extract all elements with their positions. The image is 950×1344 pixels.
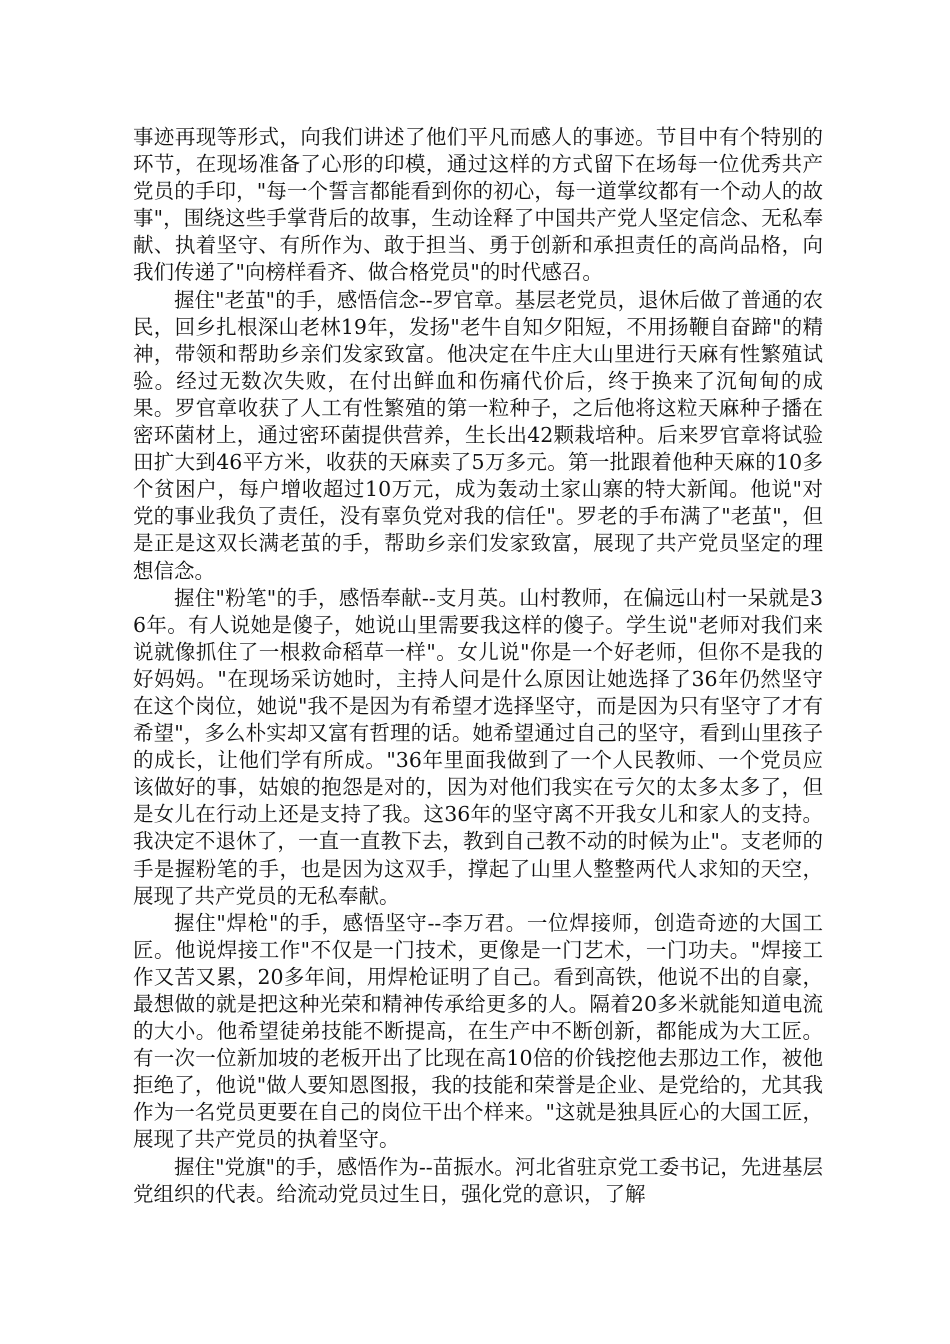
paragraph-intro-continuation: 事迹再现等形式，向我们讲述了他们平凡而感人的事迹。节目中有个特别的环节，在现场准备了心形的印模，通过这样的方式留下在场每一位优秀共产党员的手印，"每一个誓言都能看到你的初心，每一道掌纹都有一个动人的故事"，围绕这些手掌背后的故事，生动诠释了中国共产党人坚定信念、无私奉献、执着坚守、有所作为、敢于担当、勇于创新和承担责任的高尚品格，向我们传递了"向榜样看齐、做合格党员"的时代感召。 (133, 125, 823, 285)
paragraph-li-wanjun: 握住"焊枪"的手，感悟坚守--李万君。一位焊接师，创造奇迹的大国工匠。他说焊接工作"不仅是一门技术，更像是一门艺术，一门功夫。"焊接工作又苦又累，20多年间，用焊枪证明了自己。看到高铁，他说不出的自豪，最想做的就是把这种光荣和精神传承给更多的人。隔着20多米就能知道电流的大小。他希望徒弟技能不断提高，在生产中不断创新，都能成为大工匠。有一次一位新加坡的老板开出了比现在高10倍的价钱挖他去那边工作，被他拒绝了，他说"做人要知恩图报，我的技能和荣誉是企业、是党给的，尤其我作为一名党员更要在自己的岗位干出个样来。"这就是独具匠心的大国工匠，展现了共产党员的执着坚守。 (133, 910, 823, 1152)
paragraph-luo-guanzhang: 握住"老茧"的手，感悟信念--罗官章。基层老党员，退休后做了普通的农民，回乡扎根深山老林19年，发扬"老牛自知夕阳短，不用扬鞭自奋蹄"的精神，带领和帮助乡亲们发家致富。他决定在牛庄大山里进行天麻有性繁殖试验。经过无数次失败，在付出鲜血和伤痛代价后，终于换来了沉甸甸的成果。罗官章收获了人工有性繁殖的第一粒种子，之后他将这粒天麻种子播在密环菌材上，通过密环菌提供营养，生长出42颗栽培种。后来罗官章将试验田扩大到46平方米，收获的天麻卖了5万多元。第一批跟着他种天麻的10多个贫困户，每户增收超过10万元，成为轰动土家山寨的特大新闻。他说"对党的事业我负了责任，没有辜负党对我的信任"。罗老的手布满了"老茧"，但是正是这双长满老茧的手，帮助乡亲们发家致富，展现了共产党员坚定的理想信念。 (133, 287, 823, 583)
paragraph-zhi-yueying: 握住"粉笔"的手，感悟奉献--支月英。山村教师，在偏远山村一呆就是36年。有人说她是傻子，她说山里需要我这样的傻子。学生说"老师对我们来说就像抓住了一根救命稻草一样"。女儿说"你是一个好老师，但你不是我的好妈妈。"在现场采访她时，主持人问是什么原因让她选择了36年仍然坚守在这个岗位，她说"我不是因为有希望才选择坚守，而是因为只有坚守了才有希望"，多么朴实却又富有哲理的话。她希望通过自己的坚守，看到山里孩子的成长，让他们学有所成。"36年里面我做到了一个人民教师、一个党员应该做好的事，姑娘的抱怨是对的，因为对他们我实在亏欠的太多太多了，但是女儿在行动上还是支持了我。这36年的坚守离不开我女儿和家人的支持。我决定不退休了，一直一直教下去，教到自己教不动的时候为止"。支老师的手是握粉笔的手，也是因为这双手，撑起了山里人整整两代人求知的天空，展现了共产党员的无私奉献。 (133, 585, 823, 908)
paragraph-miao-zhenshui: 握住"党旗"的手，感悟作为--苗振水。河北省驻京党工委书记，先进基层党组织的代表。给流动党员过生日，强化党的意识，了解 (133, 1154, 823, 1206)
document-body (133, 124, 823, 1208)
